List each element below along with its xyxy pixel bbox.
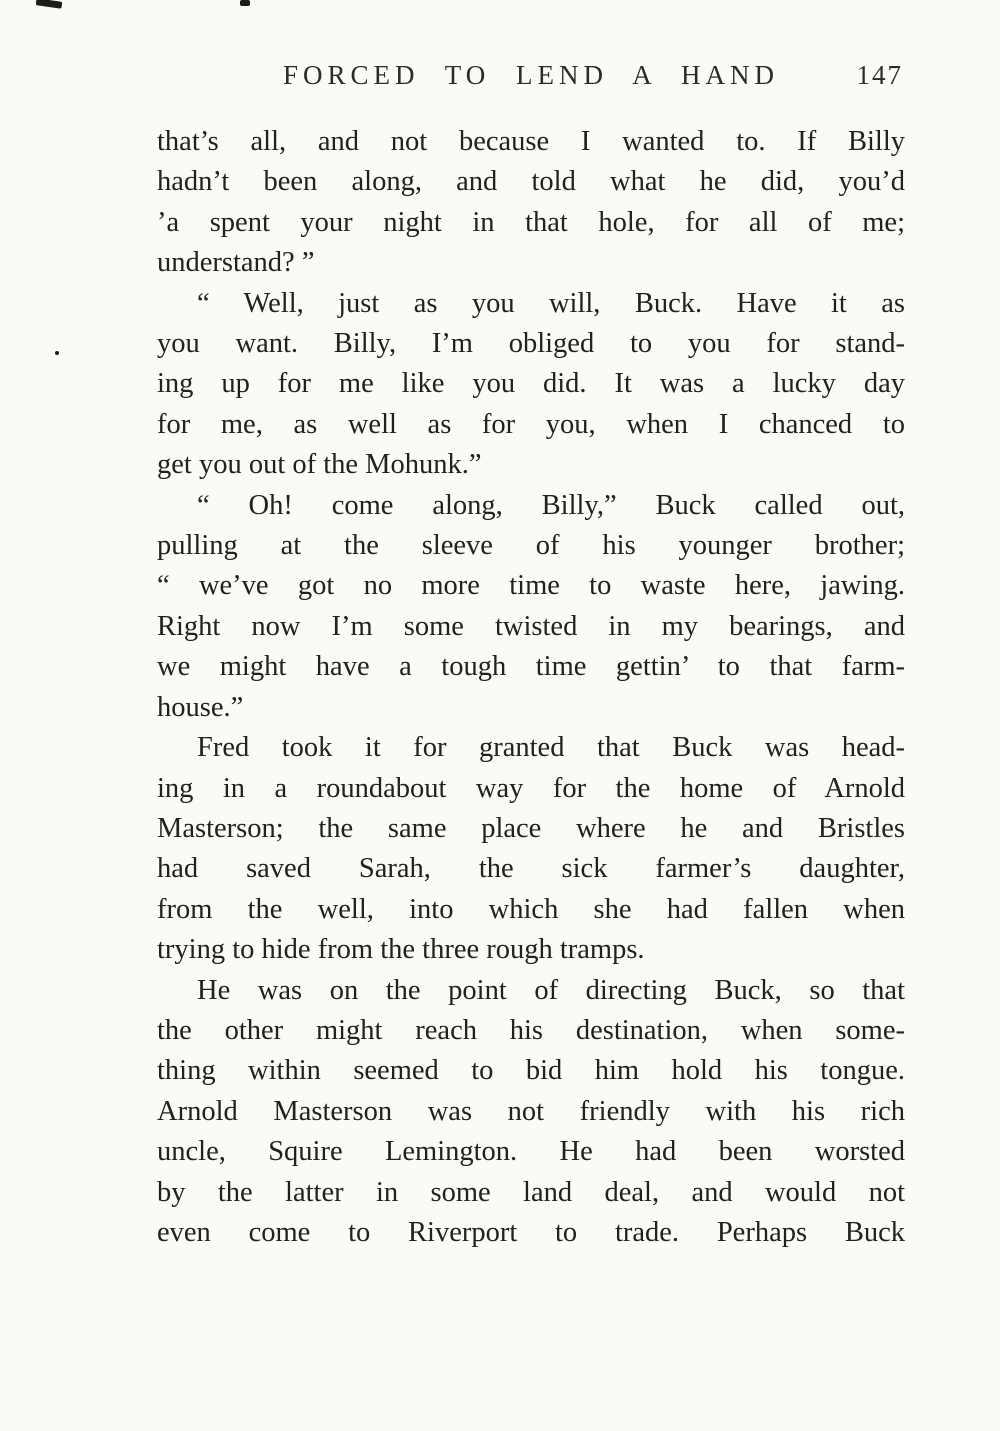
text-line: Arnold Masterson was not friendly with his rich xyxy=(157,1095,905,1127)
chapter-title: FORCED TO LEND A HAND xyxy=(282,60,780,90)
text-line: Right now I’m some twisted in my bearings, and xyxy=(157,610,905,642)
page-number: 147 xyxy=(856,60,903,90)
scan-speck xyxy=(36,0,63,9)
text-line: even come to Riverport to trade. Perhaps Buck xyxy=(157,1216,905,1248)
text-line: ing up for me like you did. It was a lucky day xyxy=(157,368,905,400)
text-line: He was on the point of directing Buck, so that xyxy=(197,974,905,1006)
text-line: we might have a tough time gettin’ to that farm- xyxy=(157,651,905,683)
text-line: hadn’t been along, and told what he did, you’d xyxy=(157,166,905,198)
scan-speck xyxy=(55,351,59,355)
text-line: pulling at the sleeve of his younger brother; xyxy=(157,530,905,562)
scan-speck xyxy=(240,0,250,6)
text-line: ’a spent your night in that hole, for all of me; xyxy=(157,206,905,238)
text-line: had saved Sarah, the sick farmer’s daughter, xyxy=(157,853,905,885)
text-line: understand? ” xyxy=(157,247,315,279)
text-block xyxy=(157,122,905,1253)
text-line: ing in a roundabout way for the home of Arnold xyxy=(157,772,905,804)
text-line: “ we’ve got no more time to waste here, jawing. xyxy=(157,570,905,602)
text-line: you want. Billy, I’m obliged to you for stand- xyxy=(157,328,905,360)
text-line: that’s all, and not because I wanted to. If Billy xyxy=(157,126,905,157)
text-line: Fred took it for granted that Buck was head- xyxy=(197,732,905,764)
text-line: Masterson; the same place where he and Bristles xyxy=(157,812,905,844)
text-line: uncle, Squire Lemington. He had been worsted xyxy=(157,1136,905,1168)
text-line: trying to hide from the three rough tramps. xyxy=(157,934,645,966)
running-header xyxy=(157,60,905,96)
text-line: house.” xyxy=(157,691,244,723)
text-line: “ Well, just as you will, Buck. Have it as xyxy=(197,287,905,319)
text-line: the other might reach his destination, when some- xyxy=(157,1014,905,1046)
text-line: thing within seemed to bid him hold his tongue. xyxy=(157,1055,905,1087)
text-line: get you out of the Mohunk.” xyxy=(157,449,482,481)
text-line: by the latter in some land deal, and would not xyxy=(157,1176,905,1208)
text-line: for me, as well as for you, when I chanced to xyxy=(157,408,905,440)
text-line: from the well, into which she had fallen when xyxy=(157,893,905,925)
text-line: “ Oh! come along, Billy,” Buck called out, xyxy=(197,489,905,521)
